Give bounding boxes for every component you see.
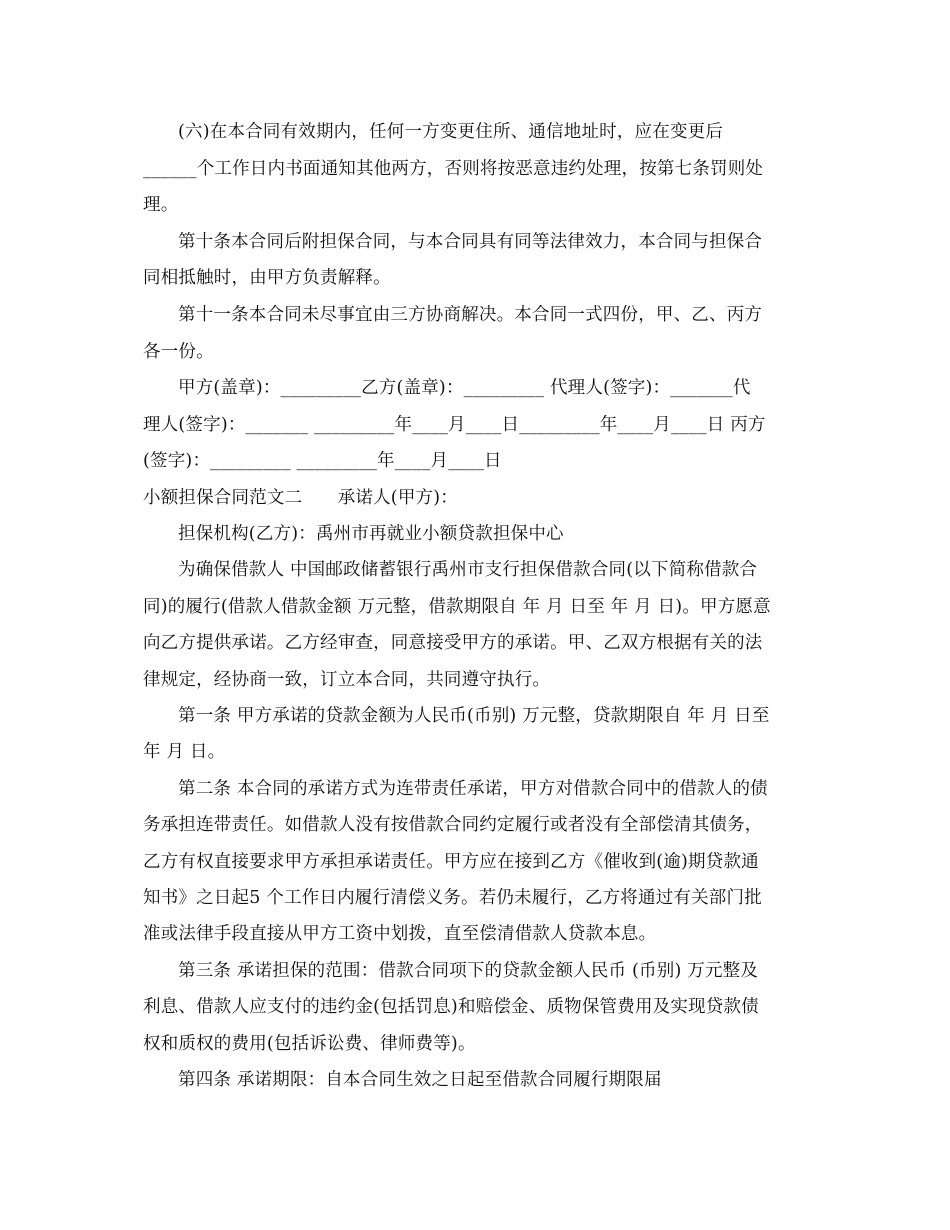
text-line: 务承担连带责任。如借款人没有按借款合同约定履行或者没有全部偿清其债务，: [143, 815, 763, 835]
signature-line: 甲方(盖章)：_________乙方(盖章)：_________ 代理人(签字)：_______代: [178, 378, 751, 398]
text-line: 律规定，经协商一致，订立本合同，共同遵守执行。: [143, 670, 551, 690]
text-line: 利息、借款人应支付的违约金(包括罚息)和赔偿金、质物保管费用及实现贷款债: [143, 997, 759, 1017]
text-line: 第三条 承诺担保的范围：借款合同项下的贷款金额人民币 (币别) 万元整及: [178, 961, 759, 981]
text-line: 第四条 承诺期限：自本合同生效之日起至借款合同履行期限届: [178, 1070, 662, 1090]
text-line: 年 月 日。: [143, 742, 226, 762]
text-line: 为确保借款人 中国邮政储蓄银行禹州市支行担保借款合同(以下简称借款合: [178, 560, 758, 580]
text-line: 向乙方提供承诺。乙方经审查，同意接受甲方的承诺。甲、乙双方根据有关的法: [143, 633, 763, 653]
text-line: 同)的履行(借款人借款金额 万元整，借款期限自 年 月 日至 年 月 日)。甲方愿意: [143, 597, 771, 617]
text-line: ______个工作日内书面通知其他两方，否则将按恶意违约处理，按第七条罚则处: [143, 159, 764, 179]
text-line: 准或法律手段直接从甲方工资中划拨，直至偿清借款人贷款本息。: [143, 924, 657, 944]
text-line: 乙方有权直接要求甲方承担承诺责任。甲方应在接到乙方《催收到(逾)期贷款通: [143, 852, 759, 872]
text-line: 第一条 甲方承诺的贷款金额为人民币(币别) 万元整，贷款期限自 年 月 日至: [178, 706, 770, 726]
signature-line: 理人(签字)：_______ _________年____月____日_________年____月____日 丙方: [143, 415, 766, 435]
text-line: 各一份。: [143, 342, 214, 362]
text-line: 第二条 本合同的承诺方式为连带责任承诺，甲方对借款合同中的借款人的债: [178, 779, 768, 799]
text-line: 权和质权的费用(包括诉讼费、律师费等)。: [143, 1034, 476, 1054]
section-heading: 小额担保合同范文二 承诺人(甲方)：: [143, 488, 458, 508]
text-line: (六)在本合同有效期内，任何一方变更住所、通信地址时，应在变更后: [178, 122, 724, 142]
text-line: 第十条本合同后附担保合同，与本合同具有同等法律效力，本合同与担保合: [178, 232, 763, 252]
text-line: 第十一条本合同未尽事宜由三方协商解决。本合同一式四份，甲、乙、丙方: [178, 305, 763, 325]
text-line: 担保机构(乙方)：禹州市再就业小额贷款担保中心: [178, 524, 564, 544]
text-line: 知书》之日起5 个工作日内履行清偿义务。若仍未履行，乙方将通过有关部门批: [143, 888, 762, 908]
signature-line: (签字)：_________ _________年____月____日: [143, 451, 502, 471]
text-line: 同相抵触时，由甲方负责解释。: [143, 268, 391, 288]
text-line: 理。: [143, 195, 179, 215]
